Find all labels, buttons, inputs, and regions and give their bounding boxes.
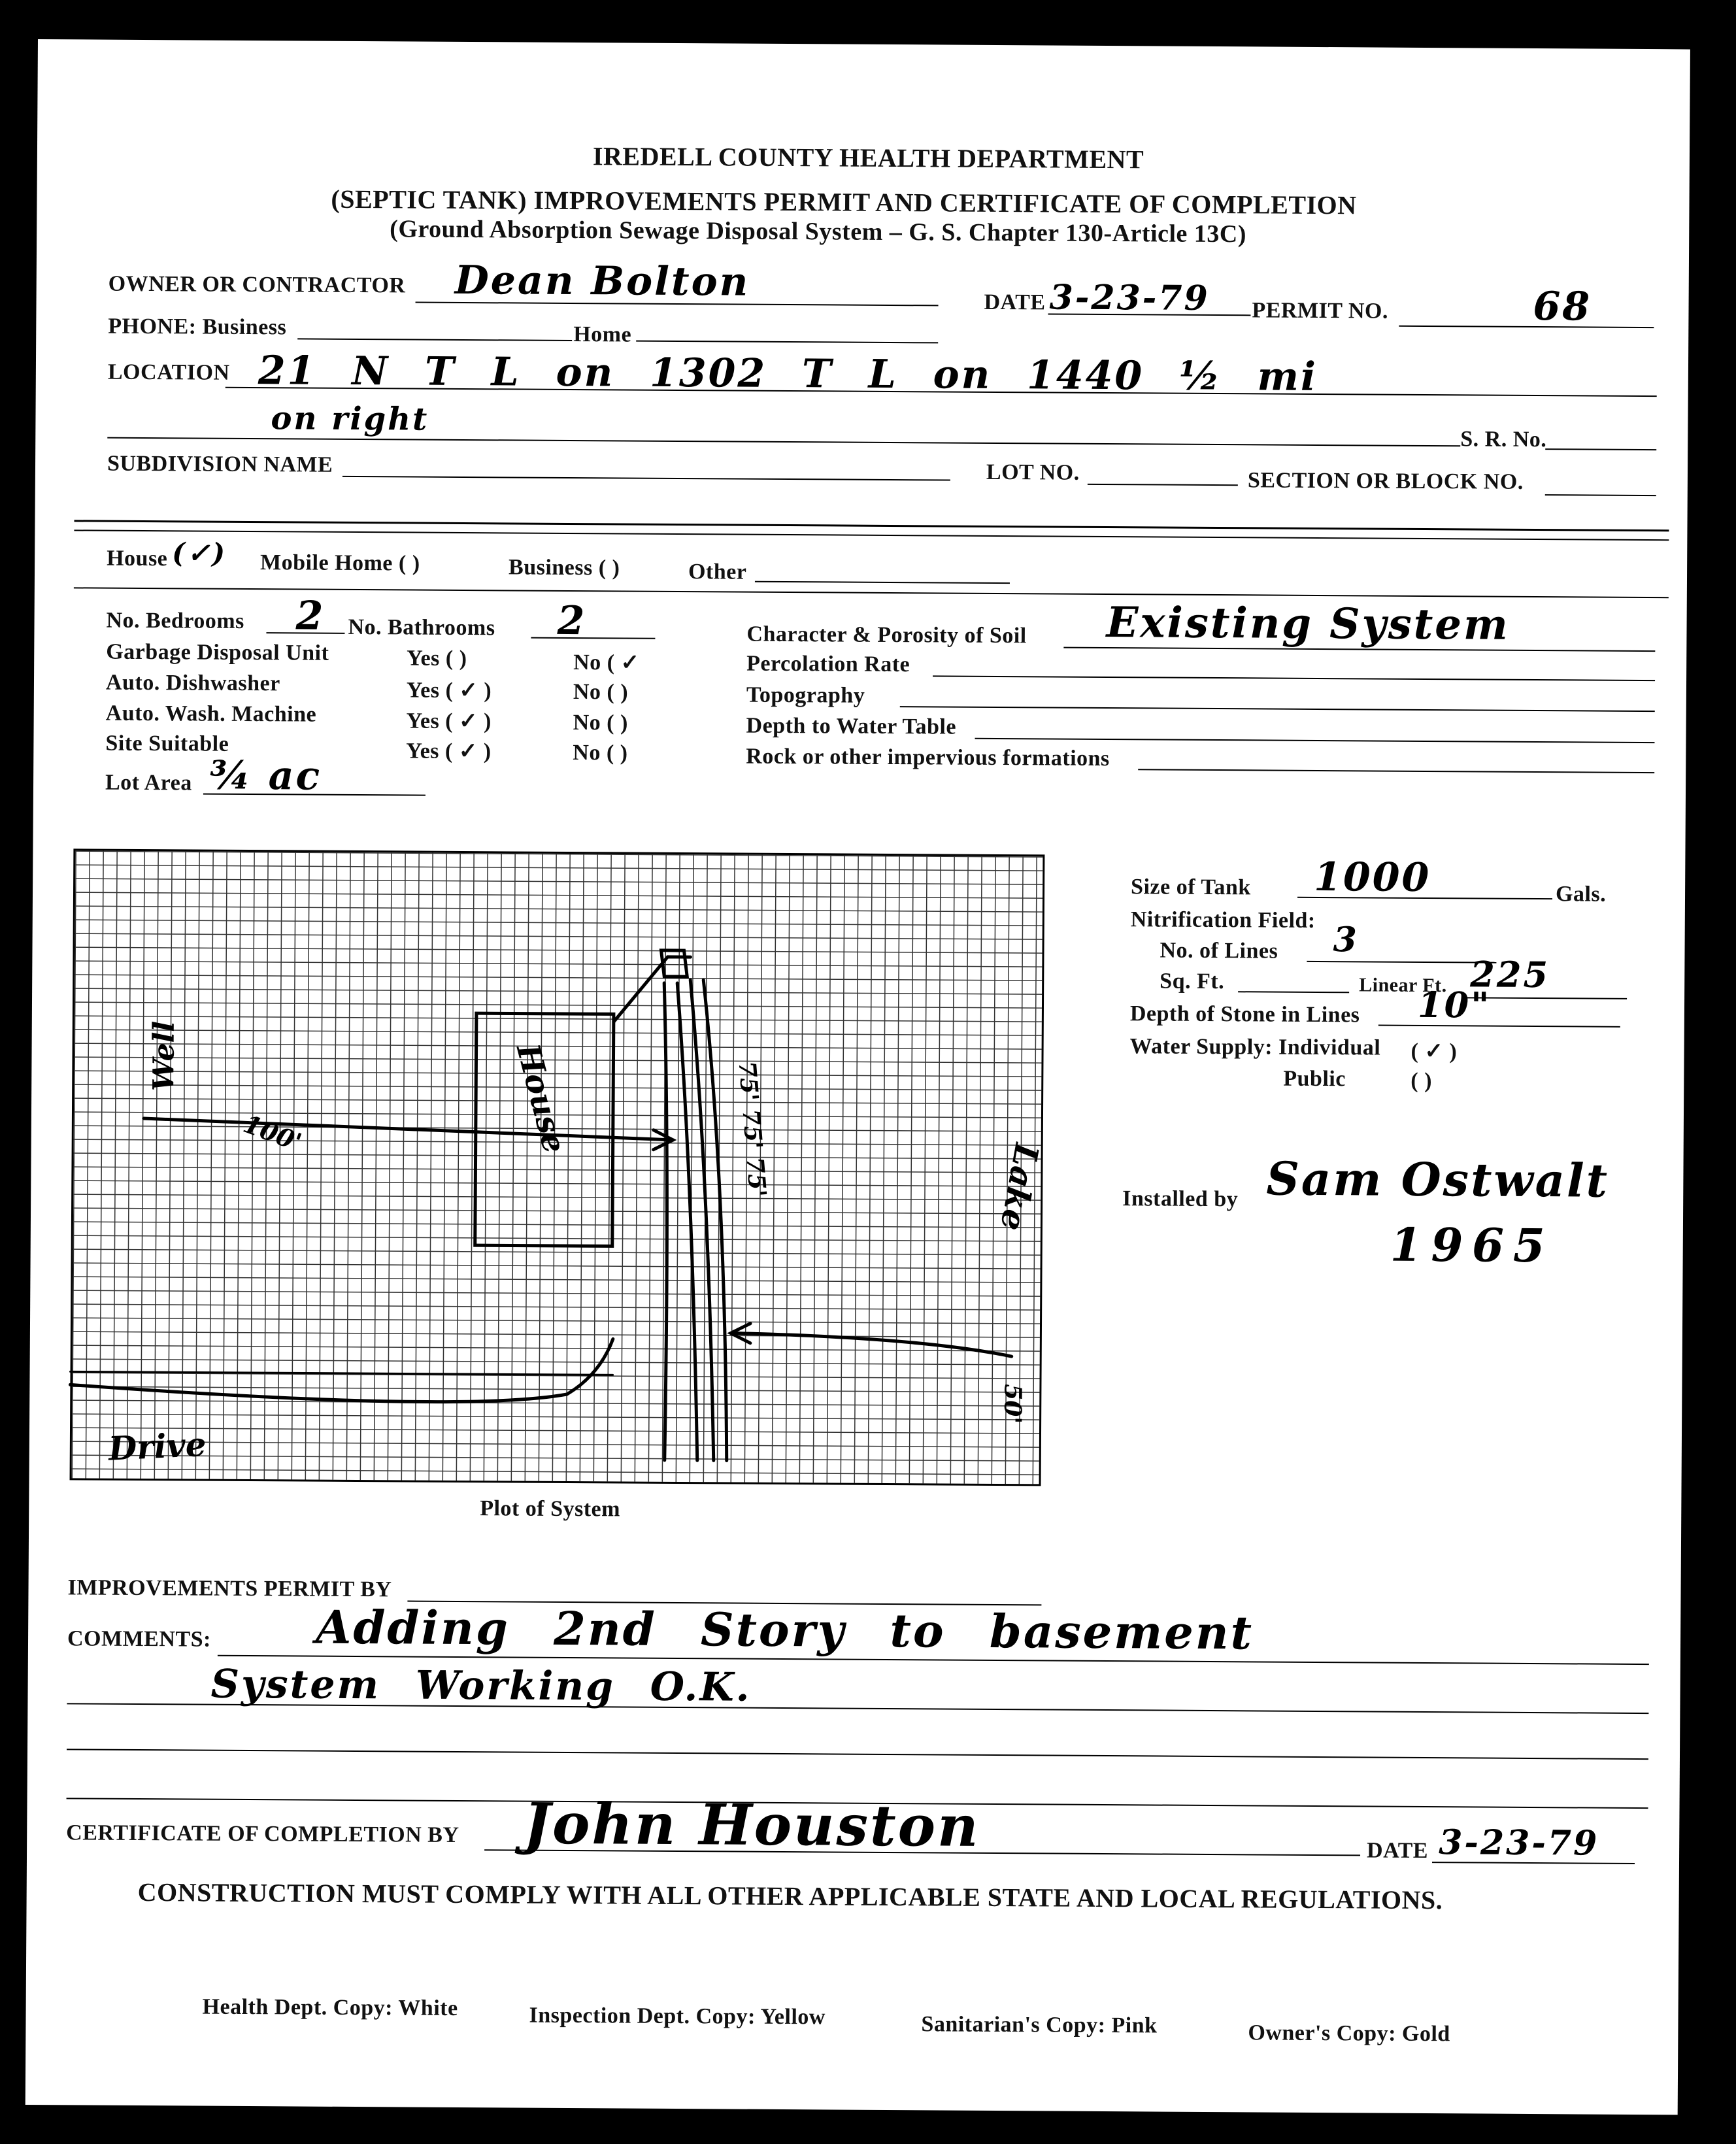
drain-line-4 [661,983,669,1460]
copy-health-dept: Health Dept. Copy: White [202,1994,458,2020]
water-table-label: Depth to Water Table [746,713,957,739]
water-supply-label: Water Supply: Individual [1129,1034,1381,1060]
well-label: Well [147,1020,181,1092]
linear-ft-value: 225 [1470,953,1550,996]
location-value-line1: 21 N T L on 1302 T L on 1440 ½ mi [258,348,1318,400]
nitrification-label: Nitrification Field: [1130,907,1316,933]
owner-value: Dean Bolton [454,257,750,305]
appliance-2-label: Auto. Wash. Machine [105,701,317,727]
well-distance-line [144,1118,673,1140]
appliance-2-yes: Yes ( ✓ ) [406,709,492,734]
water-individual-mark: ( ✓ ) [1410,1039,1458,1064]
appliance-1-yes: Yes ( ✓ ) [406,678,492,703]
installed-by-label: Installed by [1122,1186,1239,1212]
agency-title: IREDELL COUNTY HEALTH DEPARTMENT [592,141,1144,175]
tank-size-value: 1000 [1313,854,1431,901]
installed-year: 1965 [1390,1217,1554,1273]
comments-line1: Adding 2nd Story to basement [315,1600,1254,1660]
comments-line2: System Working O.K. [210,1661,752,1711]
lot-area-value: ¾ ac [209,752,322,799]
permit-form [25,39,1690,2115]
appliance-3-yes: Yes ( ✓ ) [406,739,492,764]
permit-value: 68 [1533,283,1592,330]
lake-label: Lake [992,1141,1046,1234]
bedrooms-label: No. Bedrooms [106,608,244,633]
phone-home-label: Home [573,322,632,347]
certificate-date-label: DATE [1366,1838,1429,1864]
form-title: (SEPTIC TANK) IMPROVEMENTS PERMIT AND CERTIFICATE OF COMPLETION [331,184,1357,220]
house-checked: (✓) [172,537,227,569]
water-public-label: Public [1283,1066,1346,1092]
appliance-2-no: No ( ) [573,711,628,735]
appliance-0-yes: Yes ( ) [407,646,467,671]
compliance-notice: CONSTRUCTION MUST COMPLY WITH ALL OTHER APPLICABLE STATE AND LOCAL REGULATIONS. [137,1877,1443,1915]
topography-label: Topography [746,682,865,708]
soil-character-label: Character & Porosity of Soil [746,622,1027,648]
appliance-0-label: Garbage Disposal Unit [106,639,329,665]
tank-size-label: Size of Tank [1130,875,1251,900]
gals-label: Gals. [1555,882,1607,907]
drive-label: Drive [107,1424,207,1468]
section-label: SECTION OR BLOCK NO. [1247,468,1524,494]
date-value: 3-23-79 [1049,277,1210,318]
lot-area-label: Lot Area [105,770,192,796]
rock-label: Rock or other impervious formations [746,744,1110,771]
sqft-label: Sq. Ft. [1160,969,1225,994]
form-subtitle: (Ground Absorption Sewage Disposal System – G. S. Chapter 130-Article 13C) [390,215,1247,248]
certificate-label: CERTIFICATE OF COMPLETION BY [66,1820,459,1847]
location-label: LOCATION [107,360,230,385]
certificate-signature: John Houston [524,1790,980,1860]
soil-character-value: Existing System [1106,598,1510,650]
setback-line [734,1333,1012,1357]
date-label: DATE [984,290,1046,315]
permit-label: PERMIT NO. [1252,298,1389,324]
copy-owner: Owner's Copy: Gold [1248,2020,1450,2047]
stone-depth-value: 10" [1417,983,1492,1026]
phone-business-label: PHONE: Business [108,314,287,340]
stone-depth-label: Depth of Stone in Lines [1129,1001,1360,1028]
comments-label: COMMENTS: [67,1626,211,1652]
bedrooms-value: 2 [295,593,326,639]
improvements-permit-label: IMPROVEMENTS PERMIT BY [67,1575,392,1602]
mobile-home-label: Mobile Home ( ) [260,550,420,576]
subdivision-label: SUBDIVISION NAME [107,451,333,477]
appliance-3-label: Site Suitable [105,731,229,756]
copy-sanitarian: Sanitarian's Copy: Pink [921,2012,1158,2038]
business-label: Business ( ) [508,555,620,580]
sr-no-label: S. R. No. [1460,427,1547,452]
septic-tank [661,950,687,977]
bathrooms-value: 2 [557,597,587,645]
drive-edge [71,1371,613,1375]
drive-curve [70,1335,613,1403]
bathrooms-label: No. Bathrooms [348,614,495,641]
appliance-1-label: Auto. Dishwasher [105,670,280,696]
copy-inspection-dept: Inspection Dept. Copy: Yellow [529,2003,826,2030]
water-public-mark: ( ) [1410,1068,1433,1094]
distance-label: 100' [239,1109,306,1158]
lines-count-value: 3 [1333,920,1359,960]
lines-count-label: No. of Lines [1160,938,1278,963]
location-value-line2: on right [271,400,429,438]
owner-label: OWNER OR CONTRACTOR [108,271,406,298]
setback-label: 50' [999,1384,1027,1424]
percolation-label: Percolation Rate [746,651,910,677]
plot-caption: Plot of System [480,1496,621,1522]
house-label-in-plot: House [509,1040,573,1157]
house-label: House [107,546,168,571]
linear-ft-label: Linear Ft. [1359,974,1447,997]
certificate-date-value: 3-23-79 [1439,1822,1599,1864]
other-label: Other [688,560,747,584]
appliance-0-no: No ( ✓ [573,650,640,675]
appliance-3-no: No ( ) [573,741,628,765]
appliance-1-no: No ( ) [573,680,629,705]
lines-label: 75' 75' 75' [733,1060,772,1199]
plot-sketch [70,848,1046,1482]
lot-no-label: LOT NO. [986,460,1080,485]
installed-by-value: Sam Ostwalt [1266,1151,1610,1208]
